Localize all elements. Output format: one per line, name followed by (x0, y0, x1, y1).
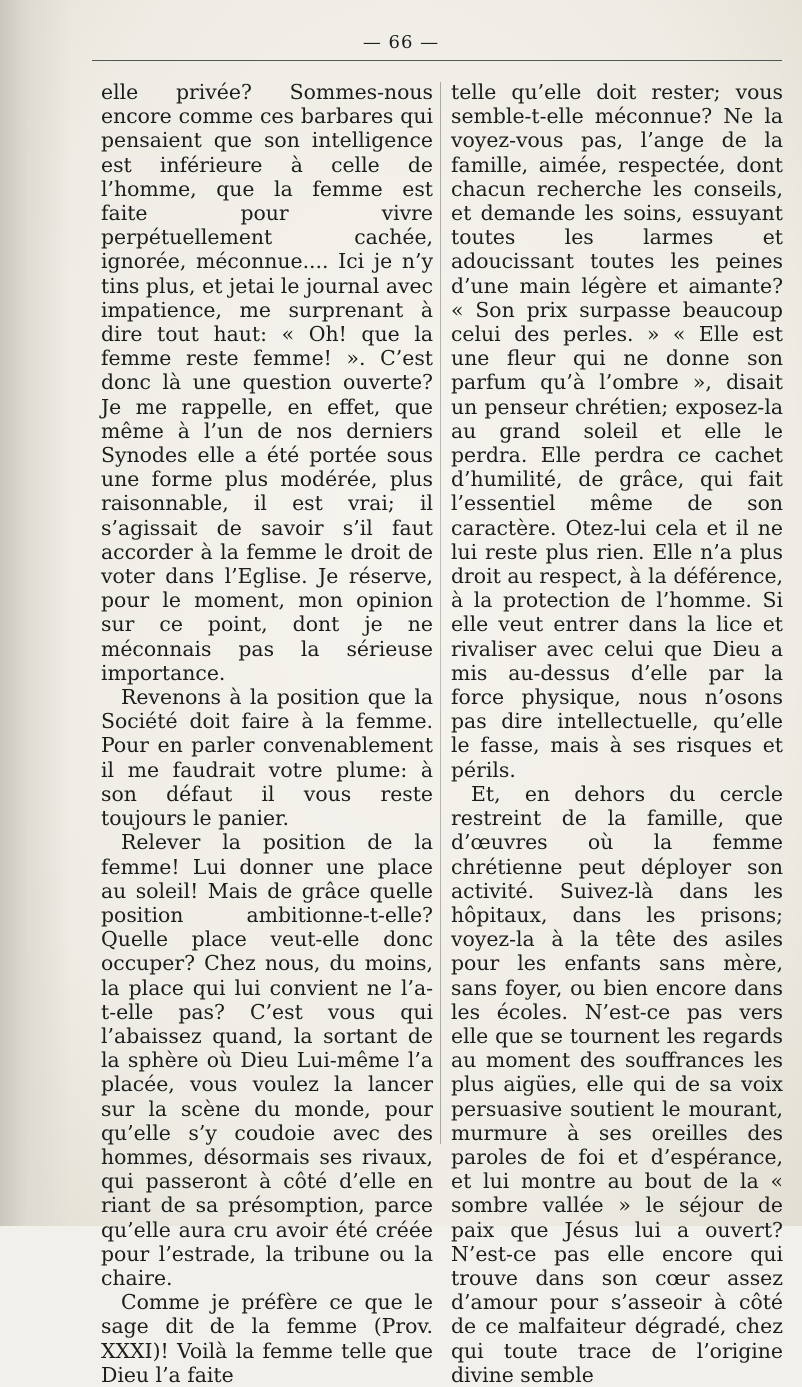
page-edge-shadow (0, 0, 70, 1226)
paragraph: telle qu’elle doit rester; vous semble-t-elle méconnue? Ne la voyez-vous pas, l’ange de la famille, aimée, respectée, dont chacun recherche les conseils, et demande les soins, essuyant toutes les larmes et adoucissant toutes les peines d’une main légère et aimante? « Son prix surpasse beaucoup celui des perles. » « Elle est une fleur qui ne donne son parfum qu’à l’ombre », disait un penseur chrétien; exposez-la au grand soleil et elle le perdra. Elle perdra ce cachet d’humilité, de grâce, qui fait l’essentiel même de son caractère. Otez-lui cela et il ne lui reste plus rien. Elle n’a plus droit au respect, à la déférence, à la protection de l’homme. Si elle veut entrer dans la lice et rivaliser avec celui que Dieu a mis au-dessus d’elle par la force physique, nous n’osons pas dire intellectuelle, qu’elle le fasse, mais à ses risques et périls. (451, 80, 783, 782)
paragraph: Relever la position de la femme! Lui donner une place au soleil! Mais de grâce quelle position ambitionne-t-elle? Quelle place veut-elle donc occuper? Chez nous, du moins, la place qui lui convient ne l’a-t-elle pas? C’est vous qui l’abaissez quand, la sortant de la sphère où Dieu Lui-même l’a placée, vous voulez la lancer sur la scène du monde, pour qu’elle s’y coudoie avec des hommes, désormais ses rivaux, qui passeront à côté d’elle en riant de sa présomption, parce qu’elle aura cru avoir été créée pour l’estrade, la tribune ou la chaire. (101, 830, 433, 1290)
paragraph: Comme je préfère ce que le sage dit de la femme (Prov. XXXI)! Voilà la femme telle que Dieu l’a faite (101, 1290, 433, 1387)
right-column (451, 80, 783, 1387)
page-number: — 66 — (362, 32, 440, 53)
column-divider (440, 82, 441, 1144)
paragraph: Revenons à la position que la Société doit faire à la femme. Pour en parler convenablement il me faudrait votre plume: à son défaut il vous reste toujours le panier. (101, 685, 433, 831)
left-column (101, 80, 433, 1387)
header-rule (92, 60, 782, 61)
paragraph: Et, en dehors du cercle restreint de la famille, que d’œuvres où la femme chrétienne peut déployer son activité. Suivez-là dans les hôpitaux, dans les prisons; voyez-la à la tête des asiles pour les enfants sans mère, sans foyer, ou bien encore dans les écoles. N’est-ce pas vers elle que se tournent les regards au moment des souffrances les plus aigües, elle qui de sa voix persuasive soutient le mourant, murmure à ses oreilles des paroles de foi et d’espérance, et lui montre au bout de la « sombre vallée » le séjour de paix que Jésus lui a ouvert? N’est-ce pas elle encore qui trouve dans son cœur assez d’amour pour s’asseoir à côté de ce malfaiteur dégradé, chez qui toute trace de l’origine divine semble (451, 781, 783, 1387)
paragraph: elle privée? Sommes-nous encore comme ces barbares qui pensaient que son intelligence est inférieure à celle de l’homme, que la femme est faite pour vivre perpétuellement cachée, ignorée, méconnue.... Ici je n’y tins plus, et jetai le journal avec impatience, me surprenant à dire tout haut: « Oh! que la femme reste femme! ». C’est donc là une question ouverte? Je me rappelle, en effet, que même à l’un de nos derniers Synodes elle a été portée sous une forme plus modérée, plus raisonnable, il est vrai; il s’agissait de savoir s’il faut accorder à la femme le droit de voter dans l’Eglise. Je réserve, pour le moment, mon opinion sur ce point, dont je ne méconnais pas la sérieuse importance. (101, 80, 433, 685)
